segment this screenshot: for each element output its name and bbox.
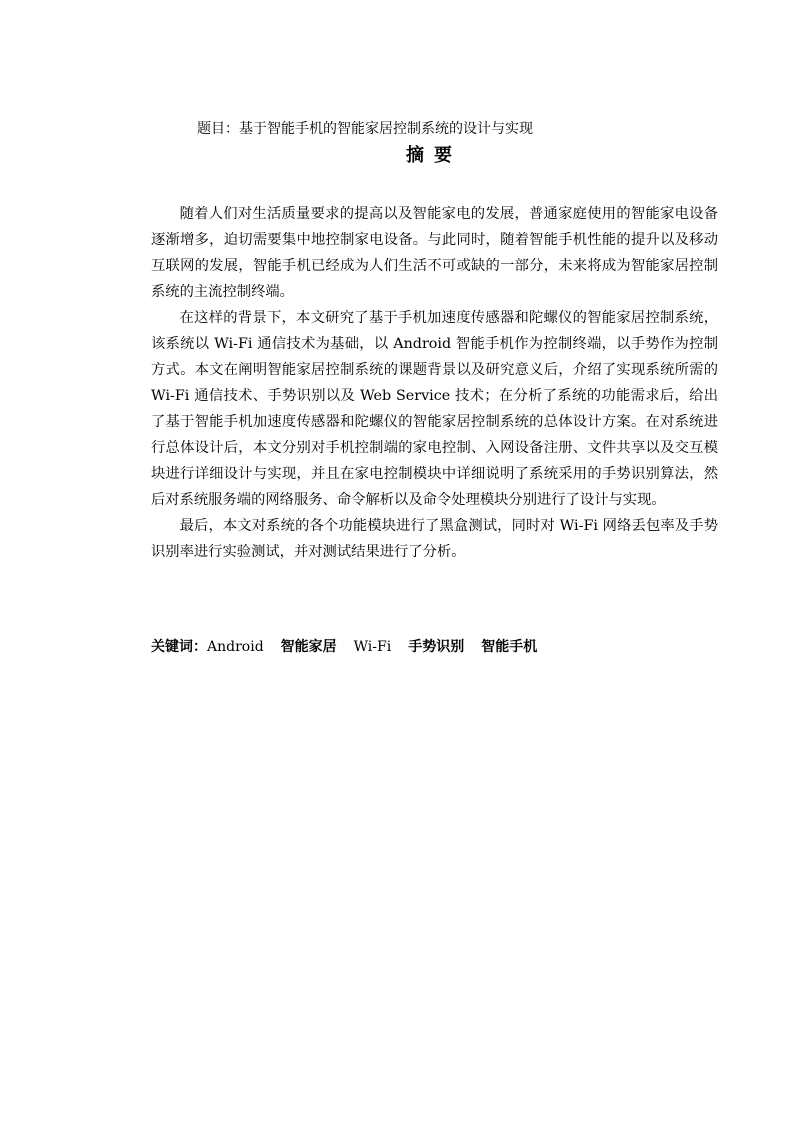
abstract-paragraph-3: 最后，本文对系统的各个功能模块进行了黑盒测试，同时对 Wi-Fi 网络丢包率及手势识别率进行实验测试，并对测试结果进行了分析。 [151, 518, 718, 560]
abstract-heading: 摘要 [406, 145, 462, 166]
thesis-title: 题目：基于智能手机的智能家居控制系统的设计与实现 [197, 121, 533, 137]
keywords-label: 关键词： [151, 639, 207, 655]
keyword-item: 智能家居 [280, 639, 337, 655]
abstract-paragraph-1: 随着人们对生活质量要求的提高以及智能家电的发展，普通家庭使用的智能家电设备逐渐增多，迫切需要集中地控制家电设备。与此同时，随着智能手机性能的提升以及移动互联网的发展，智能手机已经成为人们生活不可或缺的一部分，未来将成为智能家居控制系统的主流控制终端。 [151, 206, 718, 300]
keyword-item: Android [207, 639, 264, 655]
abstract-paragraph-2: 在这样的背景下，本文研究了基于手机加速度传感器和陀螺仪的智能家居控制系统，该系统以 Wi-Fi 通信技术为基础，以 Android 智能手机作为控制终端，以手势作为控制方式。本文在阐明智能家居控制系统的课题背景以及研究意义后，介绍了实现系统所需的 Wi-Fi 通信技术、手势识别以及 Web Service 技术；在分析了系统的功能需求后，给出了基于智能手机加速度传感器和陀螺仪的智能家居控制系统的总体设计方案。在对系统进行总体设计后，本文分别对手机控制端的家电控制、入网设备注册、文件共享以及交互模块进行详细设计与实现，并且在家电控制模块中详细说明了系统采用的手势识别算法，然后对系统服务端的网络服务、命令解析以及命令处理模块分别进行了设计与实现。 [151, 310, 718, 508]
keyword-item: Wi-Fi [353, 639, 392, 655]
abstract-body [151, 201, 718, 565]
keyword-item: 手势识别 [408, 639, 465, 655]
keyword-item: 智能手机 [481, 639, 538, 655]
keywords-line [151, 636, 554, 658]
